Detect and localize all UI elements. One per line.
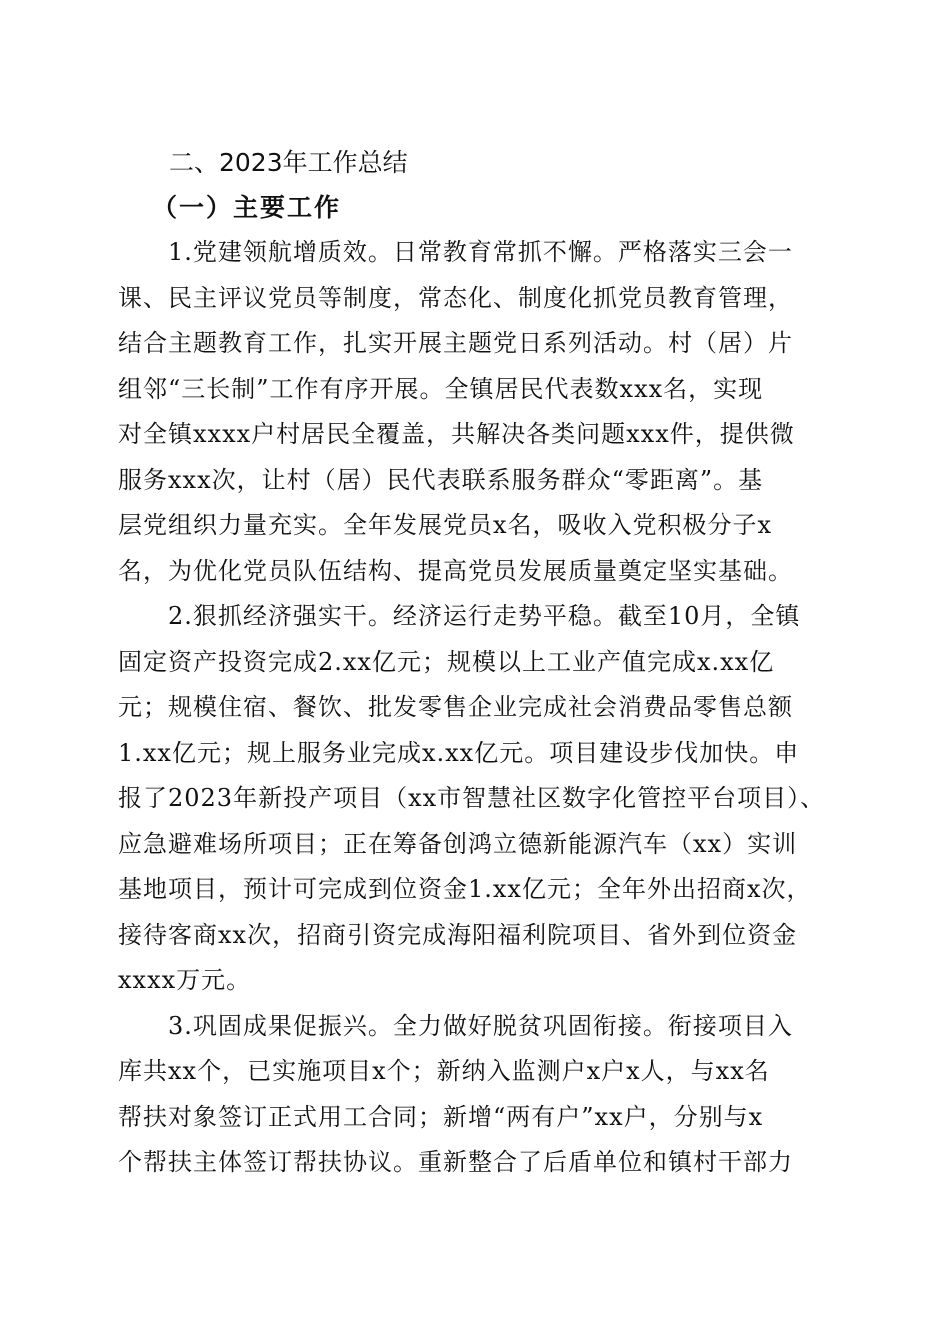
subsection-title: （一）主要工作 (152, 193, 342, 222)
text-line: 组邻“三长制”工作有序开展。全镇居民代表数xxx名，实现 (118, 374, 764, 403)
text-line: 应急避难场所项目；正在筹备创鸿立德新能源汽车（xx）实训 (118, 829, 798, 858)
text-line: 库共xx个，已实施项目x个；新纳入监测户x户x人，与xx名 (118, 1057, 770, 1085)
paragraph-party-building (118, 230, 828, 594)
text-line: 接待客商xx次，招商引资完成海阳福利院项目、省外到位资金 (118, 920, 798, 949)
paragraph-economy (118, 594, 828, 1004)
text-line: 个帮扶主体签订帮扶协议。重新整合了后盾单位和镇村干部力 (118, 1148, 793, 1176)
text-line: 3.巩固成果促振兴。全力做好脱贫巩固衔接。衔接项目入 (118, 1011, 793, 1040)
paragraph-rural-revitalization (118, 1004, 828, 1186)
text-line: 课、民主评议党员等制度，常态化、制度化抓党员教育管理， (118, 283, 793, 312)
section-title: 二、2023年工作总结 (169, 148, 408, 177)
text-line: 元；规模住宿、餐饮、批发零售企业完成社会消费品零售总额 (118, 693, 793, 721)
text-line: 1.xx亿元；规上服务业完成x.xx亿元。项目建设步伐加快。申 (118, 738, 800, 767)
text-line: 服务xxx次，让村（居）民代表联系服务群众“零距离”。基 (118, 465, 764, 494)
text-line: 对全镇xxxx户村居民全覆盖，共解决各类问题xxx件，提供微 (118, 420, 795, 448)
text-line: 名，为优化党员队伍结构、提高党员发展质量奠定坚实基础。 (118, 556, 793, 585)
text-line: 基地项目，预计可完成到位资金1.xx亿元；全年外出招商x次， (118, 875, 812, 903)
text-line: 固定资产投资完成2.xx亿元；规模以上工业产值完成x.xx亿 (118, 647, 775, 676)
text-line: 2.狠抓经济强实干。经济运行走势平稳。截至10月，全镇 (118, 602, 801, 630)
text-line: 1.党建领航增质效。日常教育常抓不懈。严格落实三会一 (118, 238, 793, 266)
text-line: xxxx万元。 (118, 966, 252, 994)
document-page (118, 140, 828, 1186)
text-line: 报了2023年新投产项目（xx市智慧社区数字化管控平台项目）、 (118, 784, 826, 812)
text-line: 层党组织力量充实。全年发展党员x名，吸收入党积极分子x (118, 511, 773, 539)
text-line: 帮扶对象签订正式用工合同；新增“两有户”xx户，分别与x (118, 1102, 764, 1131)
text-line: 结合主题教育工作，扎实开展主题党日系列活动。村（居）片 (118, 329, 793, 357)
